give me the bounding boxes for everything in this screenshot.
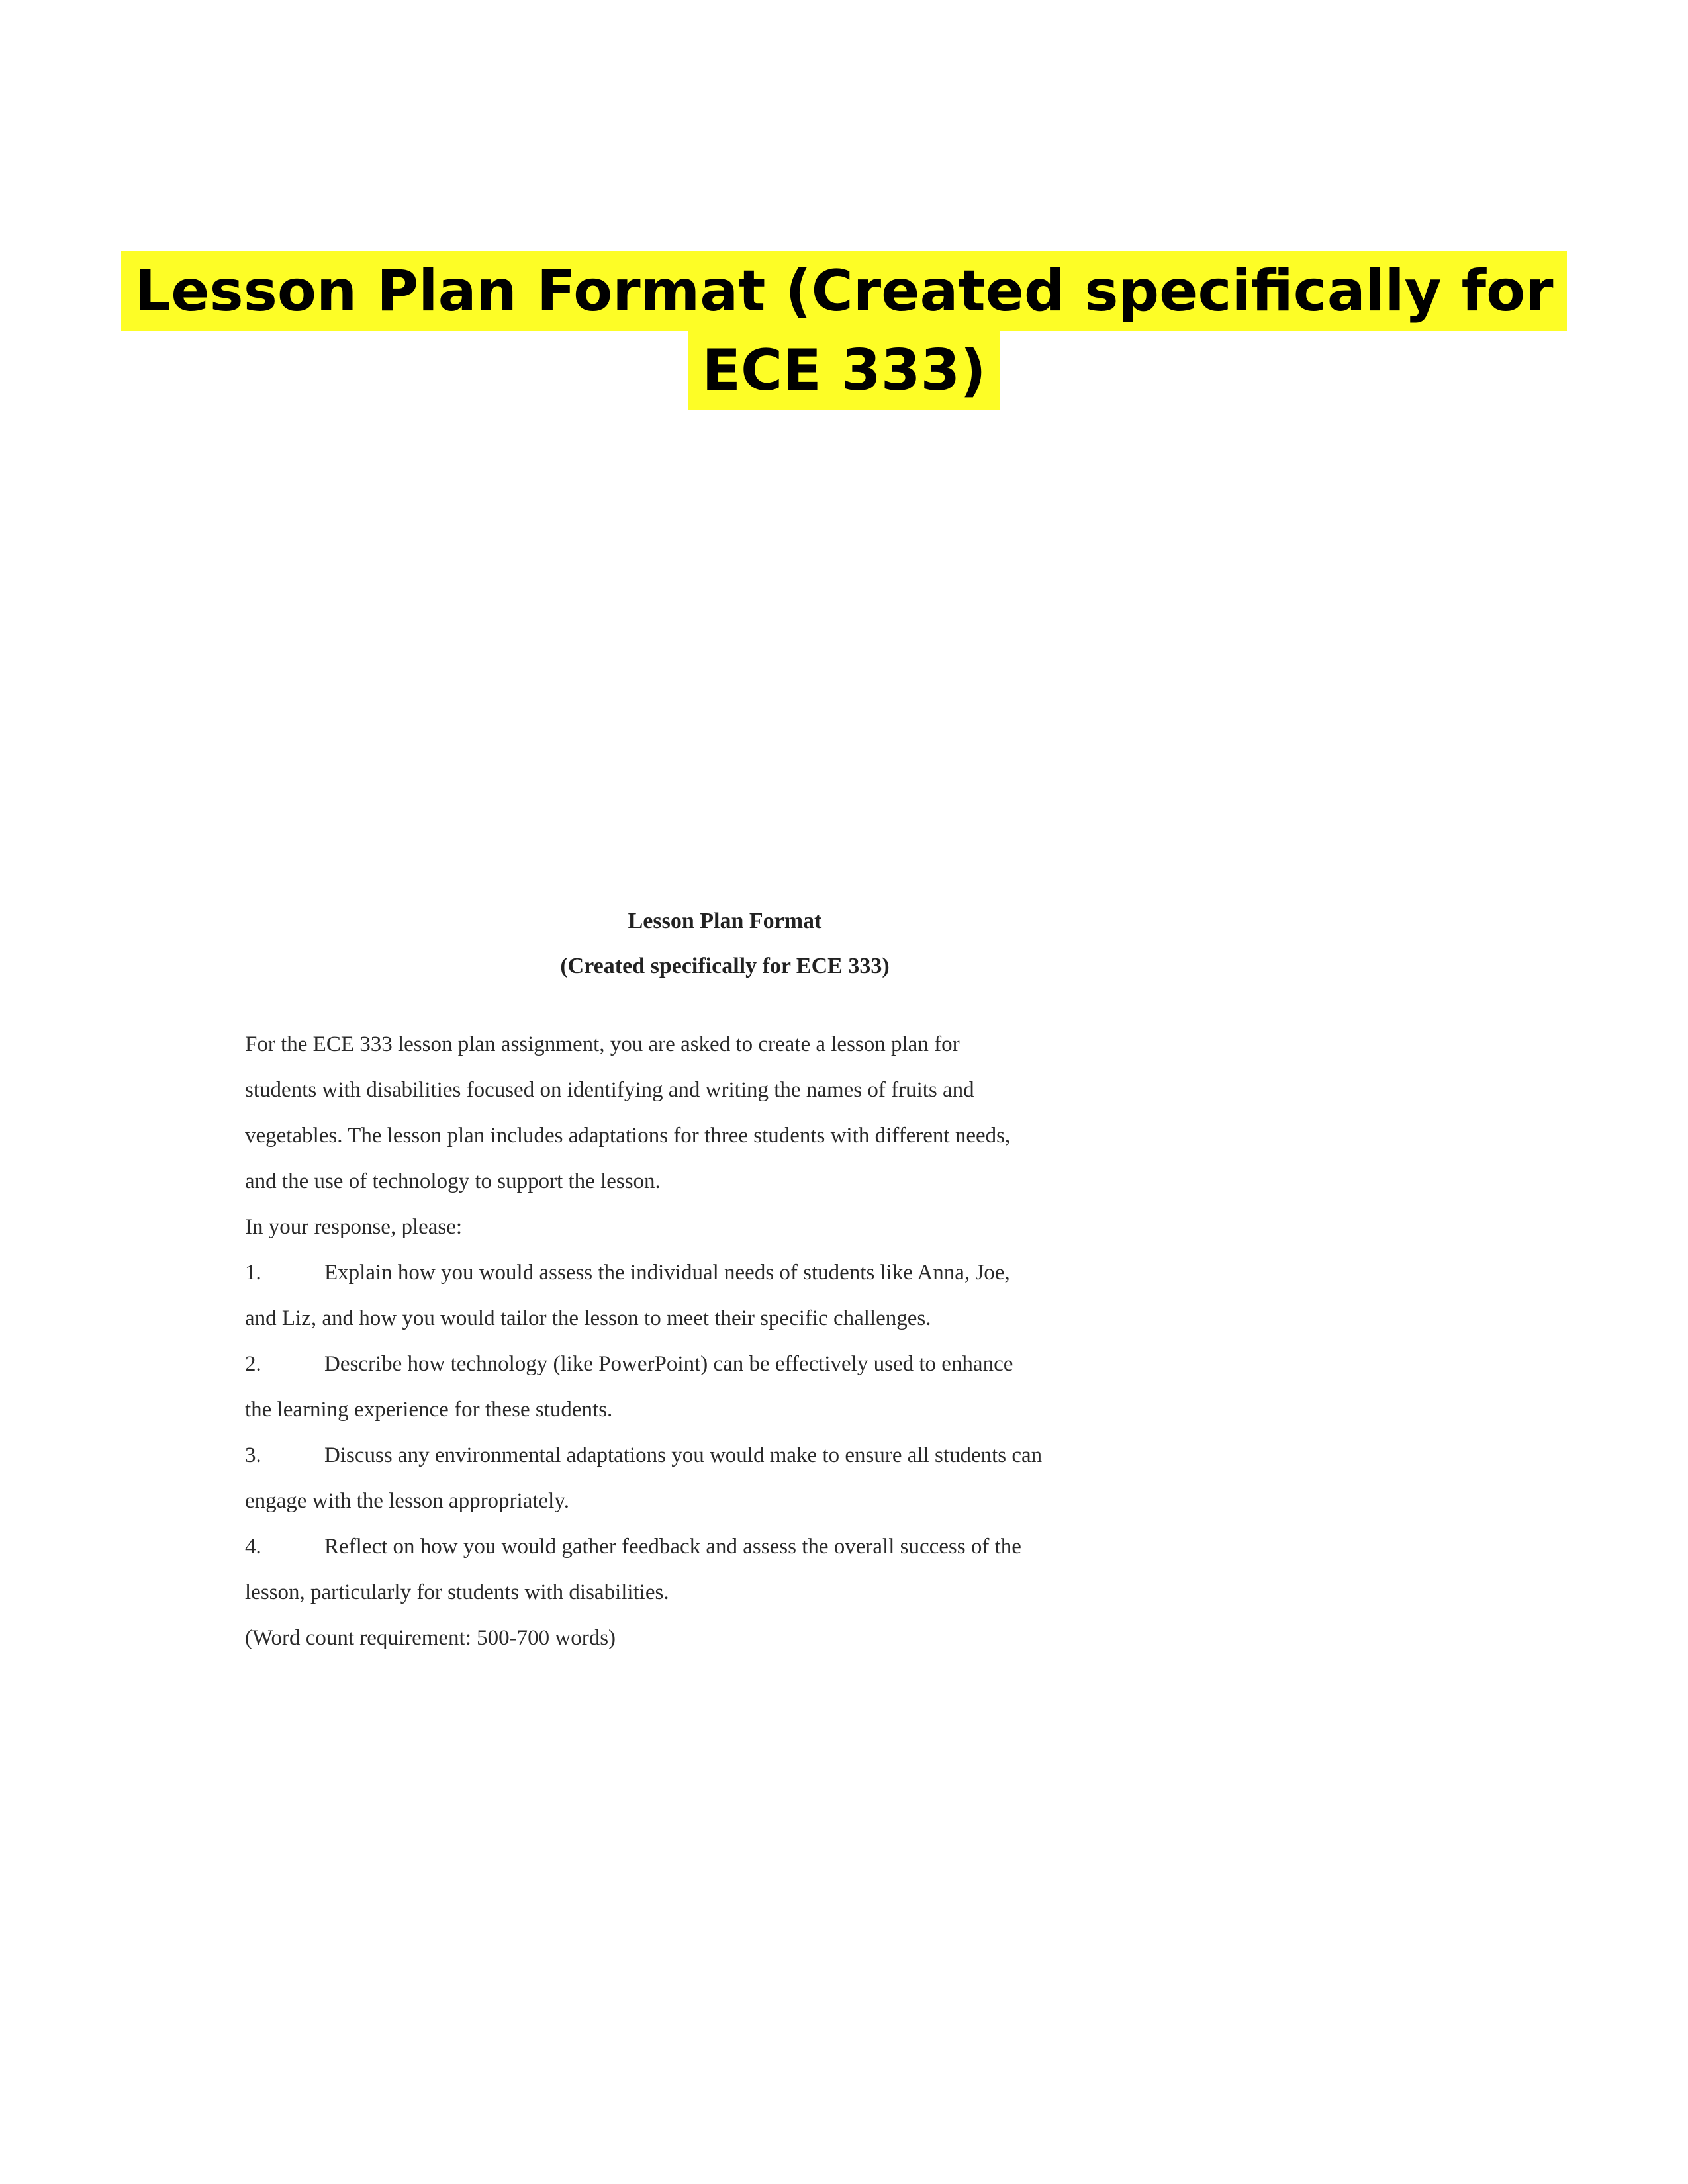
list-item-text: Explain how you would assess the individual needs of students like Anna, Joe,: [324, 1261, 1010, 1285]
intro-line: students with disabilities focused on identifying and writing the names of fruits and: [245, 1078, 974, 1102]
list-item: [245, 1433, 1225, 1479]
list-item-continuation: and Liz, and how you would tailor the lesson to meet their specific challenges.: [245, 1306, 931, 1330]
document-heading: Lesson Plan Format: [628, 909, 822, 933]
list-item-number: 3.: [245, 1443, 261, 1467]
list-item-number: 2.: [245, 1352, 261, 1376]
intro-line: and the use of technology to support the lesson.: [245, 1169, 661, 1193]
list-item-text: Describe how technology (like PowerPoint) can be effectively used to enhance: [324, 1352, 1013, 1376]
list-item-continuation: lesson, particularly for students with disabilities.: [245, 1580, 669, 1604]
document-body: [245, 1022, 1225, 1661]
list-item-text: Discuss any environmental adaptations you would make to ensure all students can: [324, 1443, 1043, 1467]
page-title: [0, 251, 1688, 410]
list-item-text: Reflect on how you would gather feedback and assess the overall success of the: [324, 1535, 1021, 1559]
embedded-document-image: [245, 874, 1225, 1668]
word-count-note: (Word count requirement: 500-700 words): [245, 1626, 616, 1650]
list-item-continuation: engage with the lesson appropriately.: [245, 1489, 569, 1513]
list-item-number: 1.: [245, 1261, 261, 1285]
response-prompt: In your response, please:: [245, 1215, 463, 1239]
list-item: [245, 1250, 1225, 1296]
page-title-line-2: ECE 333): [688, 331, 999, 410]
document-subheading: (Created specifically for ECE 333): [560, 954, 890, 978]
page-title-line-1: Lesson Plan Format (Created specifically for: [121, 251, 1566, 331]
list-item-continuation: the learning experience for these students.: [245, 1398, 613, 1422]
list-item: [245, 1524, 1225, 1570]
intro-line: vegetables. The lesson plan includes adaptations for three students with different needs,: [245, 1124, 1011, 1148]
list-item: [245, 1342, 1225, 1387]
list-item-number: 4.: [245, 1535, 261, 1559]
intro-line: For the ECE 333 lesson plan assignment, you are asked to create a lesson plan for: [245, 1032, 960, 1056]
